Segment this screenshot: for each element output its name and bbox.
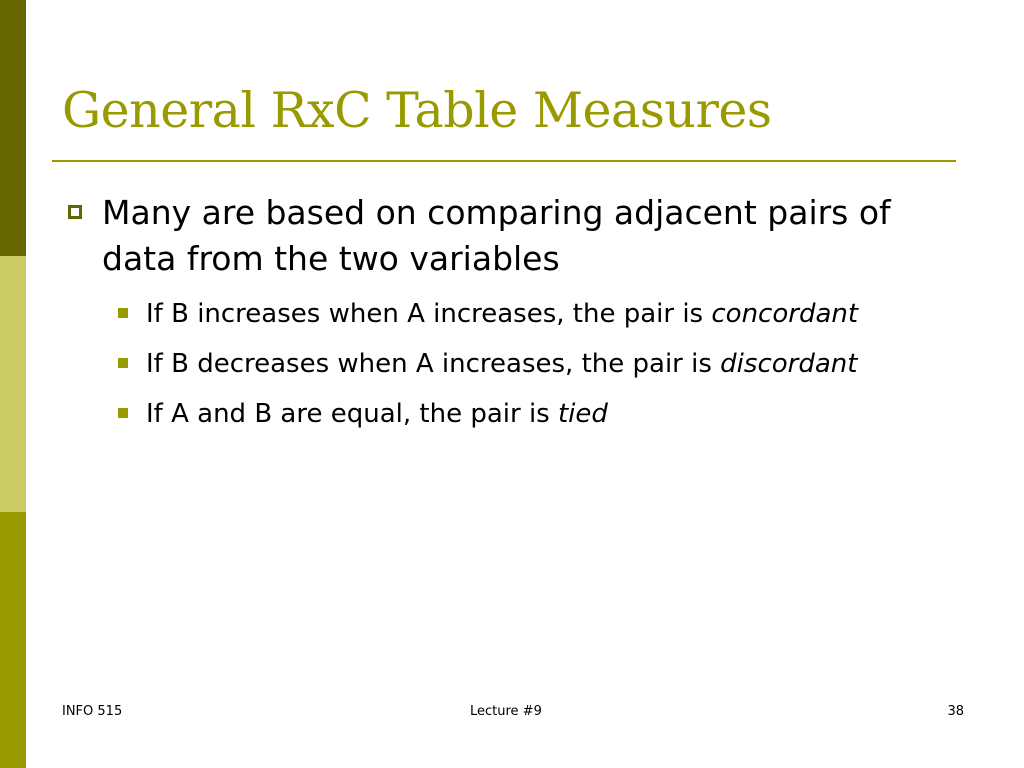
- sub-bullet-list: [62, 294, 962, 434]
- footer-lecture: Lecture #9: [470, 704, 542, 719]
- sub-bullet-text: If A and B are equal, the pair is: [146, 399, 558, 429]
- sub-bullet-emphasis: discordant: [720, 349, 858, 379]
- slide-title: General RxC Table Measures: [62, 82, 772, 139]
- side-bar-bottom: [0, 512, 26, 768]
- bullet-text: Many are based on comparing adjacent pairs of data from the two variables: [102, 193, 891, 278]
- side-bar-top: [0, 0, 26, 256]
- square-bullet-icon: [118, 358, 128, 368]
- sub-bullet-emphasis: concordant: [711, 299, 859, 329]
- square-bullet-icon: [118, 308, 128, 318]
- bullet-level-1: [62, 190, 962, 282]
- side-bar-middle: [0, 256, 26, 512]
- slide-body: [62, 190, 962, 444]
- title-divider: [52, 160, 956, 162]
- footer-page-number: 38: [947, 704, 964, 719]
- sub-bullet-discordant: [62, 344, 962, 384]
- sub-bullet-tied: [62, 394, 962, 434]
- sub-bullet-concordant: [62, 294, 962, 334]
- square-bullet-icon: [118, 408, 128, 418]
- sub-bullet-text: If B increases when A increases, the pair is: [146, 299, 712, 329]
- hollow-square-bullet-icon: [68, 205, 82, 219]
- sub-bullet-text: If B decreases when A increases, the pair is: [146, 349, 721, 379]
- sub-bullet-emphasis: tied: [557, 399, 608, 429]
- footer-course: INFO 515: [62, 704, 123, 719]
